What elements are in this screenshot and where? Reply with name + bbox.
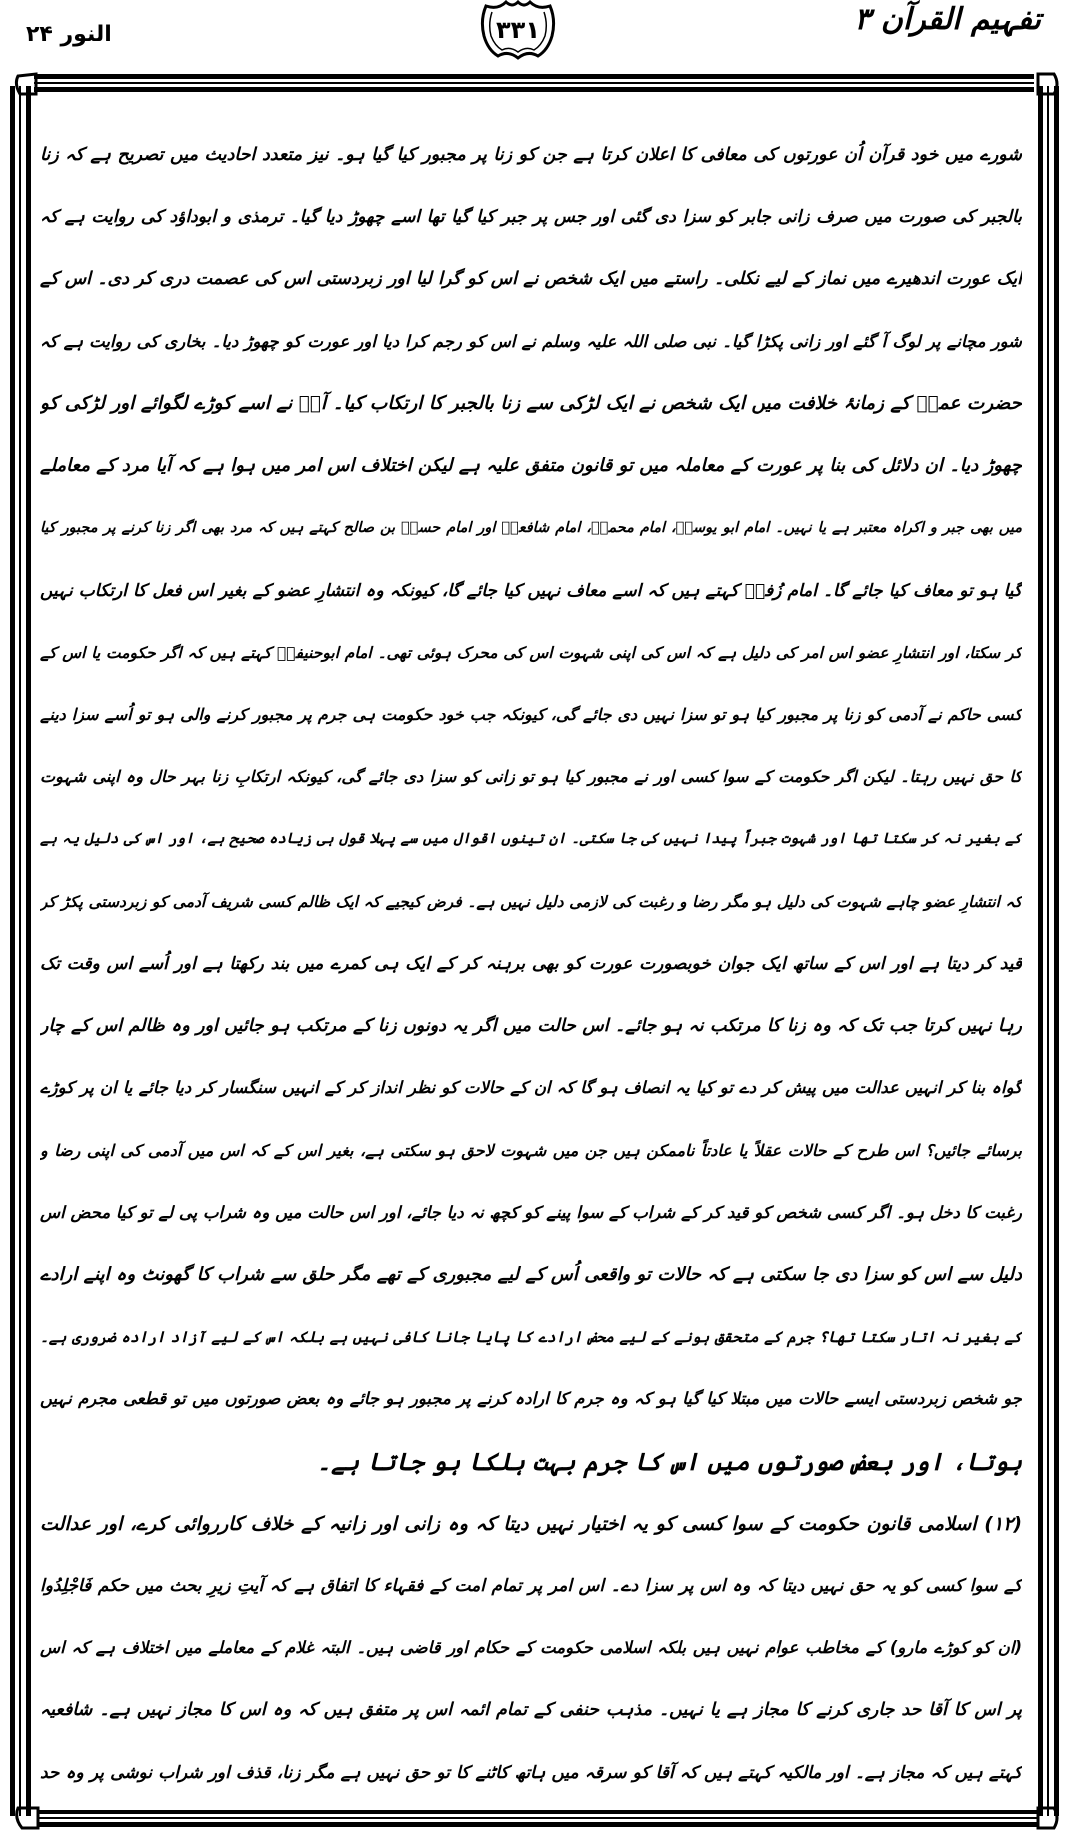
text-line: کہ انتشارِ عضو چاہے شہوت کی دلیل ہو مگر رضا و رغبت کی لازمی دلیل نہیں ہے۔ فرض کیجیے کہ ایک ظالم کسی شریف آدمی کو زبردستی پکڑ کر [40,892,1022,911]
text-line: ایک عورت اندھیرے میں نماز کے لیے نکلی۔ راستے میں ایک شخص نے اس کو گرا لیا اور زبردستی اس کی عصمت دری کر دی۔ اس کے [40,269,1022,290]
text-line: شورے میں خود قرآن اُن عورتوں کی معافی کا اعلان کرتا ہے جن کو زنا پر مجبور کیا گیا ہو۔ نیز متعدد احادیث میں تصریح ہے کہ زنا [40,145,1022,165]
text-line: کسی حاکم نے آدمی کو زنا پر مجبور کیا ہو تو سزا نہیں دی جائے گی، کیونکہ جب خود حکومت ہی جرم پر مجبور کرنے والی ہو تو اُسے سزا دینے [40,704,1022,724]
text-line: بالجبر کی صورت میں صرف زانی جابر کو سزا دی گئی اور جس پر جبر کیا گیا تھا اسے چھوڑ دیا گیا۔ ترمذی و ابوداؤد کی روایت ہے کہ [40,207,1022,228]
text-line: گواہ بنا کر انہیں عدالت میں پیش کر دے تو کیا یہ انصاف ہو گا کہ ان کے حالات کو نظر انداز کر کے انہیں سنگسار کر دیا جائے یا ان پر کوڑے [40,1078,1022,1098]
paragraph-end-line: ہوتا، اور بعض صورتوں میں اس کا جرم بہت ہلکا ہو جاتا ہے۔ [317,1447,1022,1476]
surah-reference: النور ۲۴ [26,22,112,47]
text-line: (ان کو کوڑے مارو) کے مخاطب عوام نہیں ہیں بلکہ اسلامی حکومت کے حکام اور قاضی ہیں۔ البتہ غلام کے معاملے میں اختلاف ہے کہ اس [40,1638,1022,1658]
text-line: قید کر دیتا ہے اور اس کے ساتھ ایک جوان خوبصورت عورت کو بھی برہنہ کر کے ایک ہی کمرے میں بند رکھتا ہے اور اُسے اس وقت تک [40,953,1022,974]
commentary-body [40,124,1022,1804]
text-line: پر اس کا آقا حد جاری کرنے کا مجاز ہے یا نہیں۔ مذہب حنفی کے تمام ائمہ اس پر متفق ہیں کہ وہ اس کا مجاز نہیں ہے۔ شافعیہ [40,1700,1022,1721]
text-line: میں بھی جبر و اکراہ معتبر ہے یا نہیں۔ امام ابو یوسفؒ، امام محمدؒ، امام شافعیؒ اور امام حسنؒ بن صالح کہتے ہیں کہ مرد بھی اگر زنا کرنے پر مجبور کیا [40,520,1022,537]
text-line: چھوڑ دیا۔ ان دلائل کی بنا پر عورت کے معاملہ میں تو قانون متفق علیہ ہے لیکن اختلاف اس امر میں ہوا ہے کہ آیا مرد کے معاملے [40,455,1022,477]
text-line: جو شخص زبردستی ایسے حالات میں مبتلا کیا گیا ہو کہ وہ جرم کا ارادہ کرنے پر مجبور ہو جائے وہ بعض صورتوں میں تو قطعی مجرم نہیں [40,1389,1022,1409]
text-line: کے بغیر نہ اتار سکتا تھا؟ جرم کے متحقق ہونے کے لیے محض ارادے کا پایا جانا کافی نہیں ہے بلکہ اس کے لیے آزاد ارادہ ضروری ہے۔ [40,1328,1022,1347]
text-line: کر سکتا، اور انتشارِ عضو اس امر کی دلیل ہے کہ اس کی اپنی شہوت اس کی محرک ہوئی تھی۔ امام ابوحنیفہؒ کہتے ہیں کہ اگر حکومت یا اس کے [40,643,1022,662]
text-line: گیا ہو تو معاف کیا جائے گا۔ امام زُفرؒ کہتے ہیں کہ اسے معاف نہیں کیا جائے گا، کیونکہ وہ انتشارِ عضو کے بغیر اس فعل کا ارتکاب نہیں [40,580,1022,601]
right-border-ornament [1034,86,1064,1816]
page-number-medallion [478,0,558,62]
text-line: حضرت عمرؓ کے زمانۂ خلافت میں ایک شخص نے ایک لڑکی سے زنا بالجبر کا ارتکاب کیا۔ آپؓ نے اسے کوڑے لگوائے اور لڑکی کو [40,392,1022,414]
left-border-ornament [6,86,36,1816]
text-line: رہا نہیں کرتا جب تک کہ وہ زنا کا مرتکب نہ ہو جائے۔ اس حالت میں اگر یہ دونوں زنا کے مرتکب ہو جائیں اور وہ ظالم اس کے چار [40,1016,1022,1037]
page-number: ۳۳۱ [496,16,540,44]
text-line: رغبت کا دخل ہو۔ اگر کسی شخص کو قید کر کے شراب کے سوا پینے کو کچھ نہ دیا جائے، اور اس حالت میں وہ شراب پی لے تو کیا محض اس [40,1202,1022,1222]
text-line: دلیل سے اس کو سزا دی جا سکتی ہے کہ حالات تو واقعی اُس کے لیے مجبوری کے تھے مگر حلق سے شراب کا گھونٹ وہ اپنے ارادے [40,1263,1022,1285]
text-line: کے بغیر نہ کر سکتا تھا اور شہوت جبراً پیدا نہیں کی جا سکتی۔ ان تینوں اقوال میں سے پہلا قول ہی زیادہ صحیح ہے، اور اس کی دلیل یہ ہے [40,831,1022,848]
text-line: شور مچانے پر لوگ آ گئے اور زانی پکڑا گیا۔ نبی صلی اللہ علیہ وسلم نے اس کو رجم کرا دیا اور عورت کو چھوڑ دیا۔ بخاری کی روایت ہے کہ [40,331,1022,351]
book-title: تفہیم القرآن ۳ [854,2,1041,37]
text-line: کہتے ہیں کہ مجاز ہے۔ اور مالکیہ کہتے ہیں کہ آقا کو سرقہ میں ہاتھ کاٹنے کا تو حق نہیں ہے مگر زنا، قذف اور شراب نوشی پر وہ حد [40,1762,1022,1783]
bottom-border-ornament [14,1806,1060,1830]
text-line: کا حق نہیں رہتا۔ لیکن اگر حکومت کے سوا کسی اور نے مجبور کیا ہو تو زانی کو سزا دی جائے گی، کیونکہ ارتکابِ زنا بہر حال وہ اپنی شہوت [40,767,1022,787]
top-border-ornament [14,70,1060,96]
note-12-first-line: (۱۲) اسلامی قانون حکومت کے سوا کسی کو یہ اختیار نہیں دیتا کہ وہ زانی اور زانیہ کے خلاف کارروائی کرے، اور عدالت [40,1512,1022,1535]
text-line: کے سوا کسی کو یہ حق نہیں دیتا کہ وہ اس پر سزا دے۔ اس امر پر تمام امت کے فقہاء کا اتفاق ہے کہ آیتِ زیرِ بحث میں حکم فَاجْلِدُوا [40,1576,1022,1597]
text-line: برسائے جائیں؟ اس طرح کے حالات عقلاً یا عادتاً ناممکن ہیں جن میں شہوت لاحق ہو سکتی ہے، بغیر اس کے کہ اس میں آدمی کی اپنی رضا و [40,1140,1022,1160]
